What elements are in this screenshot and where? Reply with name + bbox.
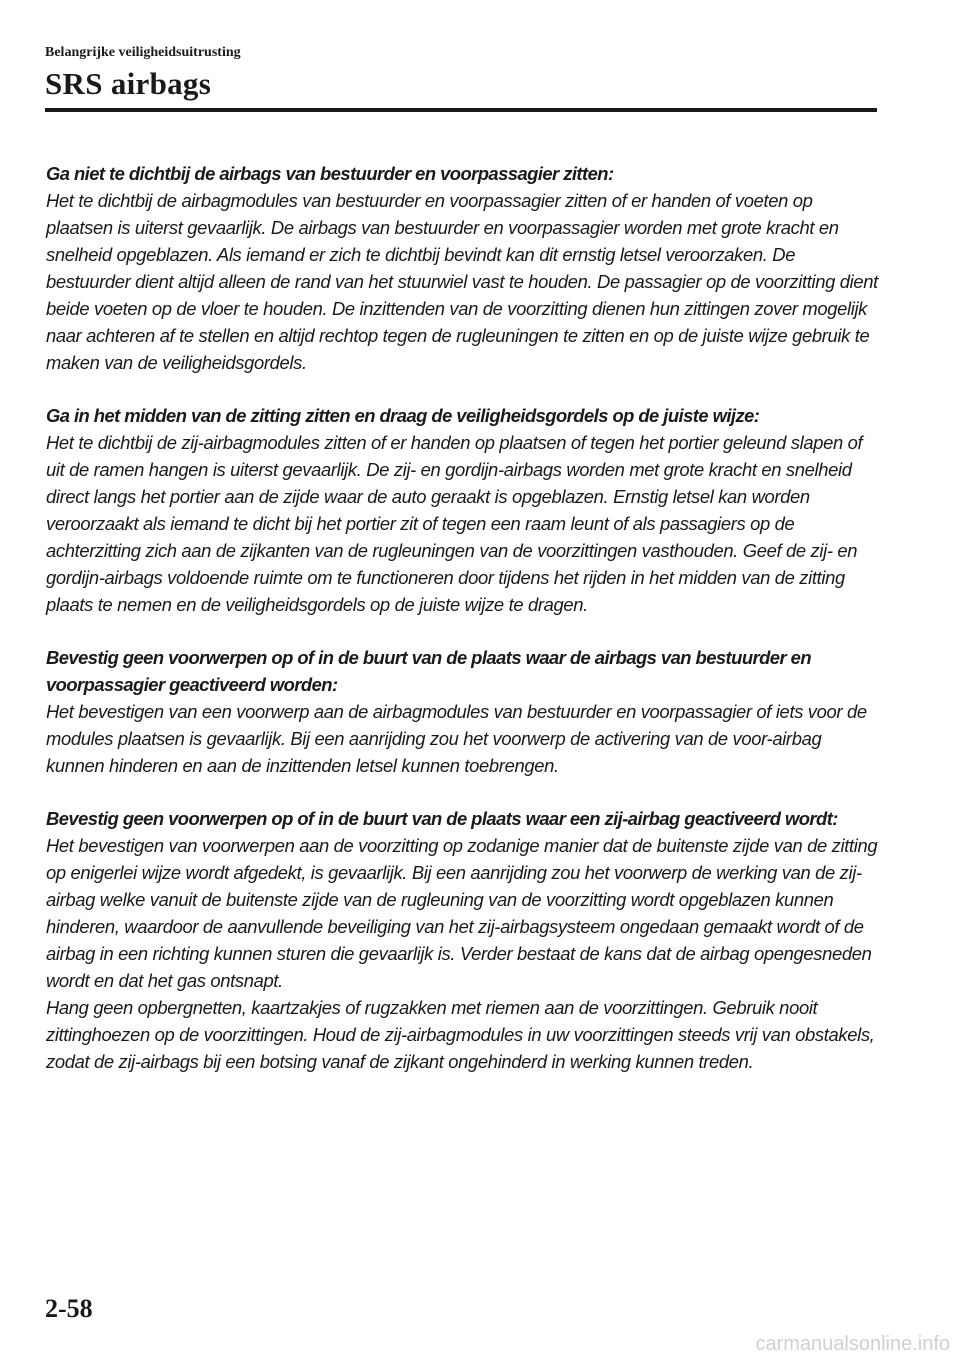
warning-block-sit-distance xyxy=(46,160,878,376)
page-header xyxy=(45,44,877,102)
block-heading: Bevestig geen voorwerpen op of in de buurt van de plaats waar een zij-airbag geactiveerd wordt: xyxy=(46,808,838,829)
warning-block-side-airbag-objects xyxy=(46,805,878,1075)
block-heading: Ga niet te dichtbij de airbags van bestuurder en voorpassagier zitten: xyxy=(46,163,614,184)
block-heading: Ga in het midden van de zitting zitten en draag de veiligheidsgordels op de juiste wijze: xyxy=(46,405,760,426)
warning-block-front-airbag-objects xyxy=(46,644,878,779)
warning-content xyxy=(46,160,878,1101)
page-number: 2-58 xyxy=(45,1294,93,1323)
watermark: carmanualsonline.info xyxy=(755,1333,950,1355)
block-paragraph: Het bevestigen van een voorwerp aan de airbagmodules van bestuurder en voorpassagier of iets voor de modules plaatsen is gevaarlijk. Bij een aanrijding zou het voorwerp de activering van de voor-airbag kunnen hinderen en aan de inzittenden letsel kunnen toebrengen. xyxy=(46,701,867,776)
title-rule xyxy=(45,108,877,112)
page-title: SRS airbags xyxy=(45,66,212,101)
section-label: Belangrijke veiligheidsuitrusting xyxy=(45,45,241,60)
block-paragraph: Het te dichtbij de airbagmodules van bestuurder en voorpassagier zitten of er handen of voeten op plaatsen is uiterst gevaarlijk. De airbags van bestuurder en voorpassagier worden met grote kracht en snelheid opgeblazen. Als iemand er zich te dichtbij bevindt kan dit ernstig letsel veroorzaken. De bestuurder dient altijd alleen de rand van het stuurwiel vast te houden. De passagier op de voorzitting dient beide voeten op de vloer te houden. De inzittenden van de voorzitting dienen hun zittingen zover mogelijk naar achteren af te stellen en altijd rechtop tegen de rugleuningen te zitten en op de juiste wijze gebruik te maken van de veiligheidsgordels. xyxy=(46,190,878,373)
block-paragraph: Het bevestigen van voorwerpen aan de voorzitting op zodanige manier dat de buitenste zijde van de zitting op enigerlei wijze wordt afgedekt, is gevaarlijk. Bij een aanrijding zou het voorwerp de werking van de zij-airbag welke vanuit de buitenste zijde van de rugleuning van de voorzitting wordt opgeblazen kunnen hinderen, waardoor de aanvullende beveiliging van het zij-airbagsysteem ongedaan gemaakt wordt of de airbag in een richting kunnen sturen die gevaarlijk is. Verder bestaat de kans dat de airbag opengesneden wordt en dat het gas ontsnapt. xyxy=(46,835,878,991)
warning-block-sit-center xyxy=(46,402,878,618)
block-heading: Bevestig geen voorwerpen op of in de buurt van de plaats waar de airbags van bestuurder en voorpassagier geactiveerd worden: xyxy=(46,647,811,695)
block-paragraph: Het te dichtbij de zij-airbagmodules zitten of er handen op plaatsen of tegen het portier geleund slapen of uit de ramen hangen is uiterst gevaarlijk. De zij- en gordijn-airbags worden met grote kracht en snelheid direct langs het portier aan de zijde waar de auto geraakt is opgeblazen. Ernstig letsel kan worden veroorzaakt als iemand te dicht bij het portier zit of tegen een raam leunt of als passagiers op de achterzitting zich aan de zijkanten van de rugleuningen van de voorzittingen vasthouden. Geef de zij- en gordijn-airbags voldoende ruimte om te functioneren door tijdens het rijden in het midden van de zitting plaats te nemen en de veiligheidsgordels op de juiste wijze te dragen. xyxy=(46,432,863,615)
block-paragraph: Hang geen opbergnetten, kaartzakjes of rugzakken met riemen aan de voorzittingen. Gebruik nooit zittinghoezen op de voorzittingen. Houd de zij-airbagmodules in uw voorzittingen steeds vrij van obstakels, zodat de zij-airbags bij een botsing vanaf de zijkant ongehinderd in werking kunnen treden. xyxy=(46,997,875,1072)
